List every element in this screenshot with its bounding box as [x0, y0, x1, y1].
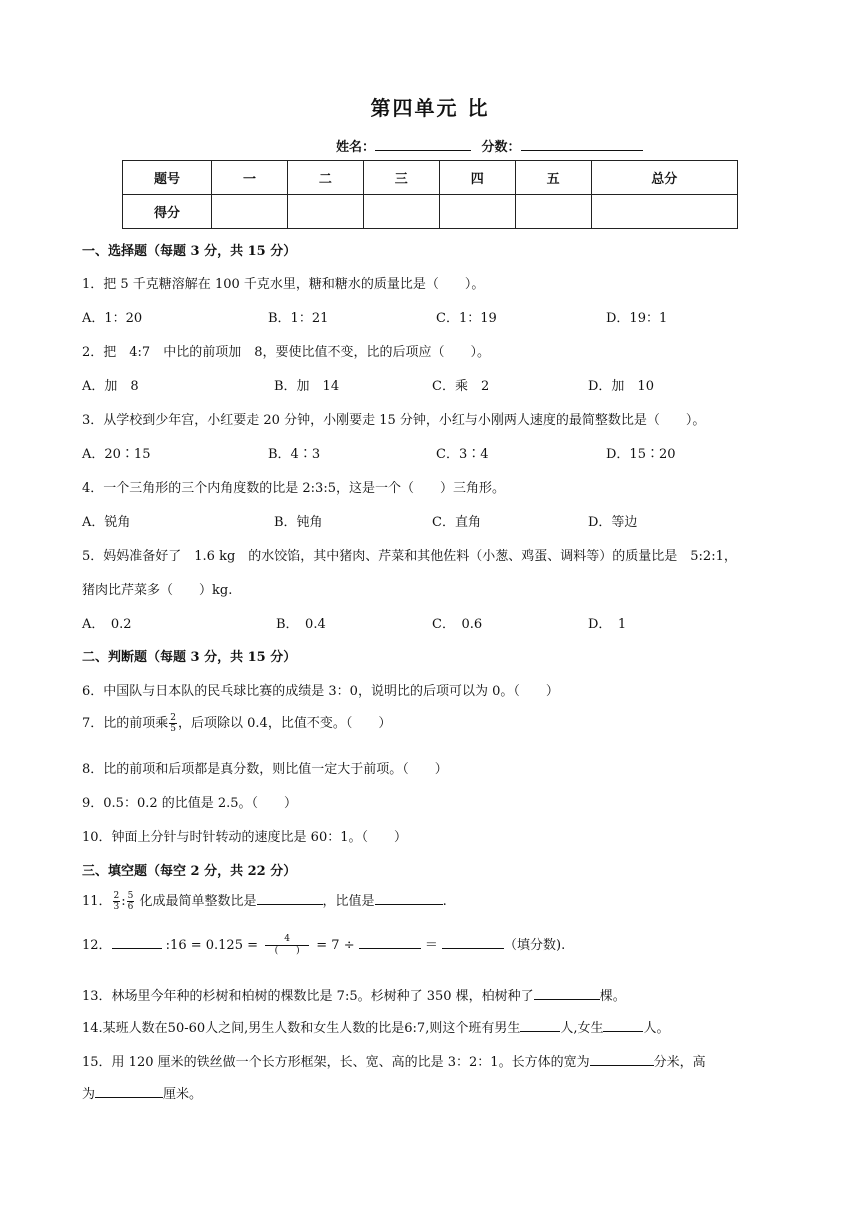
q3-option-b: B．4∶3: [268, 447, 321, 462]
question-14: [82, 1017, 670, 1036]
question-8: 8．比的前项和后项都是真分数，则比值一定大于前项。（ ）: [82, 762, 448, 777]
question-12: [82, 934, 565, 957]
q12-end: （填分数).: [504, 938, 566, 953]
q11-fraction-1: [113, 891, 121, 912]
q11-blank-value[interactable]: [375, 892, 443, 905]
section-heading-fill: 三、填空题（每空 2 分，共 22 分）: [82, 864, 297, 879]
question-13: [82, 985, 626, 1004]
q1-option-d: D．19：1: [606, 311, 668, 326]
q7-pre: 7．比的前项乘: [82, 716, 169, 731]
q14-end: 人。: [643, 1021, 670, 1036]
question-10: 10．钟面上分针与时针转动的速度比是 60：1。（ ）: [82, 830, 407, 845]
question-9: 9．0.5：0.2 的比值是 2.5。（ ）: [82, 796, 298, 811]
q3-option-d: D．15∶20: [606, 447, 676, 462]
q3-option-a: A．20∶15: [82, 447, 151, 462]
q5-option-b: B． 0.4: [276, 617, 326, 632]
q12-num: 4: [265, 934, 309, 946]
q4-option-d: D．等边: [588, 515, 638, 530]
score-cell: [591, 195, 737, 229]
q2-option-a: A．加 8: [82, 379, 139, 394]
q7-fraction: [169, 713, 177, 734]
q11-f1-den: 3: [113, 902, 120, 912]
score-header-cell: 三: [363, 161, 439, 195]
q11-mid2: ，比值是: [322, 894, 375, 909]
name-blank: [375, 138, 471, 151]
score-header-cell: 总分: [591, 161, 737, 195]
q14-mid: 人,女生: [560, 1021, 604, 1036]
question-5-line1: 5．妈妈准备好了 1.6 kg 的水饺馅，其中猪肉、芹菜和其他佐料（小葱、鸡蛋、调料等）的质量比是 5:2:1，: [82, 549, 737, 564]
q11-f1-num: 2: [113, 891, 120, 901]
question-4: 4．一个三角形的三个内角度数的比是 2:3:5，这是一个（ ）三角形。: [82, 481, 505, 496]
q14-pre: 14.某班人数在50-60人之间,男生人数和女生人数的比是6:7,则这个班有男生: [82, 1021, 521, 1036]
q13-pre: 13．林场里今年种的杉树和柏树的棵数比是 7:5。杉树种了 350 棵，柏树种了: [82, 989, 534, 1004]
q12-blank-2[interactable]: [359, 936, 421, 949]
section-heading-choice: 一、选择题（每题 3 分，共 15 分）: [82, 244, 297, 259]
q5-option-a: A． 0.2: [82, 617, 132, 632]
score-label: 分数：: [481, 140, 521, 155]
score-row-label: 得分: [123, 195, 212, 229]
q2-option-d: D．加 10: [588, 379, 654, 394]
q11-f2-den: 6: [127, 902, 134, 912]
question-15-line1: [82, 1051, 706, 1070]
q5-option-c: C． 0.6: [432, 617, 483, 632]
q12-den[interactable]: ( ): [274, 946, 300, 956]
page-title: 第四单元 比: [370, 96, 490, 120]
score-table: [122, 160, 738, 229]
q11-f2-num: 5: [127, 891, 134, 901]
q12-fraction: [265, 934, 309, 957]
q15-blank-height[interactable]: [95, 1085, 163, 1098]
q12-pre: 12．: [82, 938, 112, 953]
question-5-line2: 猪肉比芹菜多（ ）kg.: [82, 583, 233, 598]
q15-line1-pre: 15．用 120 厘米的铁丝做一个长方形框架，长、宽、高的比是 3：2：1。长方体的宽为: [82, 1055, 590, 1070]
q1-option-b: B．1：21: [268, 311, 329, 326]
name-score-line: [336, 136, 643, 155]
question-3: 3．从学校到少年宫，小红要走 20 分钟，小刚要走 15 分钟，小红与小刚两人速度的最简整数比是（ ）。: [82, 413, 706, 428]
q1-option-c: C．1：19: [436, 311, 497, 326]
q4-option-a: A．锐角: [82, 515, 131, 530]
score-cell: [287, 195, 363, 229]
q11-end: .: [442, 894, 447, 909]
question-1: 1．把 5 千克糖溶解在 100 千克水里，糖和糖水的质量比是（ ）。: [82, 277, 485, 292]
q7-post: ，后项除以 0.4，比值不变。（ ）: [178, 716, 392, 731]
q15-line1-mid: 分米，高: [653, 1055, 706, 1070]
score-cell: [515, 195, 591, 229]
score-blank: [521, 138, 643, 151]
score-header-cell: 五: [515, 161, 591, 195]
q13-end: 棵。: [599, 989, 626, 1004]
q11-sep: :: [121, 894, 126, 909]
score-header-cell: 四: [439, 161, 515, 195]
q12-blank-1[interactable]: [112, 936, 162, 949]
q14-blank-girls[interactable]: [603, 1019, 643, 1032]
q11-fraction-2: [127, 891, 135, 912]
question-7: [82, 712, 391, 734]
q5-option-d: D． 1: [588, 617, 627, 632]
score-cell: [363, 195, 439, 229]
question-6: 6．中国队与日本队的民乓球比赛的成绩是 3：0，说明比的后项可以为 0。（ ）: [82, 684, 559, 699]
q11-pre: 11．: [82, 894, 112, 909]
q2-option-c: C．乘 2: [432, 379, 490, 394]
q11-blank-ratio[interactable]: [257, 892, 323, 905]
score-header-cell: 二: [287, 161, 363, 195]
q2-option-b: B．加 14: [274, 379, 340, 394]
score-header-cell: 一: [212, 161, 288, 195]
score-cell: [439, 195, 515, 229]
section-heading-judge: 二、判断题（每题 3 分，共 15 分）: [82, 650, 297, 665]
q11-mid: 化成最简单整数比是: [135, 894, 257, 909]
q7-denominator: 5: [170, 724, 177, 734]
name-label: 姓名：: [336, 140, 376, 155]
q12-blank-3[interactable]: [442, 936, 504, 949]
q15-blank-width[interactable]: [590, 1053, 654, 1066]
question-11: [82, 890, 447, 912]
question-15-line2: [82, 1083, 202, 1102]
q1-option-a: A．1：20: [82, 311, 143, 326]
score-header-cell: 题号: [123, 161, 212, 195]
q4-option-b: B．钝角: [274, 515, 323, 530]
q3-option-c: C．3∶4: [436, 447, 489, 462]
q7-numerator: 2: [170, 713, 177, 723]
q14-blank-boys[interactable]: [520, 1019, 560, 1032]
q12-b: = 7 ÷: [312, 938, 359, 953]
question-2: 2．把 4:7 中比的前项加 8，要使比值不变，比的后项应（ ）。: [82, 345, 490, 360]
q15-line2-end: 厘米。: [163, 1087, 203, 1102]
q12-c: ＝: [420, 938, 442, 953]
q15-line2-pre: 为: [82, 1087, 96, 1102]
q12-a: :16 = 0.125 =: [161, 938, 263, 953]
score-cell: [212, 195, 288, 229]
q4-option-c: C．直角: [432, 515, 481, 530]
q13-blank[interactable]: [534, 987, 600, 1000]
